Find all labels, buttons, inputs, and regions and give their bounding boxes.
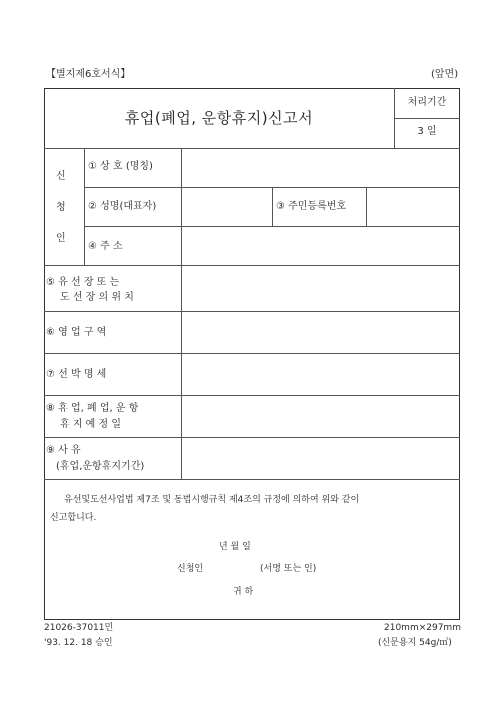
row5-label-line1: ⑤ 유 선 장 또 는: [46, 277, 120, 288]
row9-label-line1: ⑨ 사 유: [46, 445, 81, 456]
signature-hint: (서명 또는 인): [260, 564, 317, 574]
line-r6: [44, 353, 460, 354]
row6-label: ⑥ 영 업 구 역: [46, 327, 107, 338]
business-name-label: ① 상 호 (명칭): [88, 161, 153, 172]
row8-label-line1: ⑧ 휴 업, 폐 업, 운 항: [46, 403, 139, 414]
reg-value-line: [366, 187, 367, 226]
applicant-label-line: [84, 148, 85, 265]
recipient: 귀 하: [233, 587, 254, 597]
processing-days: 3 일: [417, 126, 437, 137]
approval-date: '93. 12. 18 승인: [44, 638, 113, 648]
registration-number-label: ③ 주민등록번호: [276, 201, 347, 212]
processing-label: 처리기간: [407, 97, 447, 108]
applicant-signature-label: 신청인: [177, 564, 204, 574]
form-number: 【별지제6호서식】: [46, 69, 131, 80]
line-r7: [44, 395, 460, 396]
form-code: 21026-37011민: [44, 623, 114, 633]
processing-divider: [394, 118, 460, 119]
line-rep: [84, 226, 460, 227]
row8-label-line2: 휴 지 예 정 일: [60, 419, 122, 430]
line-applicant: [44, 265, 460, 266]
line-r5: [44, 311, 460, 312]
declaration-line1: 유선및도선사업법 제7조 및 동법시행규칙 제4조의 규정에 의하여 위와 같이: [64, 495, 360, 505]
rep-reg-line: [272, 187, 273, 226]
applicant-label-3: 인: [56, 233, 66, 244]
page-side: (앞면): [431, 69, 459, 80]
paper-type: (신문용지 54g/㎡): [378, 638, 452, 648]
paper-size: 210mm×297mm: [384, 623, 461, 633]
declaration-line2: 신고합니다.: [50, 513, 97, 523]
row5-label-line2: 도 선 장 의 위 치: [60, 292, 134, 303]
title-bottom-line: [44, 148, 460, 149]
representative-label: ② 성명(대표자): [88, 201, 157, 212]
applicant-label-2: 청: [56, 202, 66, 213]
form-title: 휴업(폐업, 운항휴지)신고서: [124, 109, 314, 127]
processing-left-line: [394, 88, 395, 148]
row7-label: ⑦ 선 박 명 세: [46, 369, 107, 380]
declaration-date: 년 월 일: [219, 542, 251, 552]
line-r9: [44, 479, 460, 480]
address-label: ④ 주 소: [88, 241, 123, 252]
applicant-label-1: 신: [56, 171, 66, 182]
line-r8: [44, 437, 460, 438]
label-value-line: [181, 148, 182, 479]
row9-label-line2: (휴업,운항휴지기간): [56, 461, 145, 472]
